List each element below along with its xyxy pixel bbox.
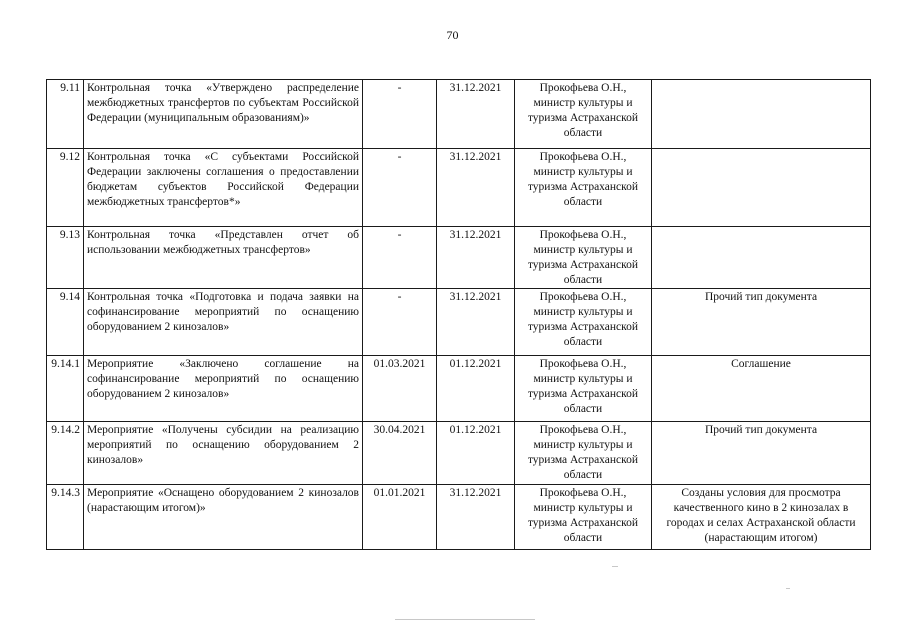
start-date: -: [363, 289, 437, 356]
table-row: [47, 80, 871, 149]
responsible-person: Прокофьева О.Н., министр культуры и туризма Астраханской области: [515, 289, 652, 356]
scan-artifact: [786, 588, 790, 589]
table-row: [47, 422, 871, 485]
end-date: 31.12.2021: [437, 227, 515, 289]
end-date: 31.12.2021: [437, 289, 515, 356]
row-number: 9.14.1: [47, 356, 84, 422]
page-number: 70: [446, 28, 459, 42]
result-document: [652, 80, 871, 149]
item-name: Мероприятие «Заключено соглашение на софинансирование мероприятий по оснащению оборудованием 2 кинозалов»: [84, 356, 363, 422]
responsible-person: Прокофьева О.Н., министр культуры и туризма Астраханской области: [515, 80, 652, 149]
end-date: 31.12.2021: [437, 80, 515, 149]
result-document: Созданы условия для просмотра качественного кино в 2 кинозалах в городах и селах Астраханской области (нарастающим итогом): [652, 485, 871, 550]
row-number: 9.11: [47, 80, 84, 149]
table-row: [47, 289, 871, 356]
row-number: 9.13: [47, 227, 84, 289]
row-number: 9.14: [47, 289, 84, 356]
start-date: 01.01.2021: [363, 485, 437, 550]
item-name: Контрольная точка «С субъектами Российской Федерации заключены соглашения о предоставлении бюджетам субъектов Российской Федерации межбюджетных трансфертов*»: [84, 149, 363, 227]
end-date: 01.12.2021: [437, 422, 515, 485]
scan-artifact: [612, 566, 618, 567]
responsible-person: Прокофьева О.Н., министр культуры и туризма Астраханской области: [515, 227, 652, 289]
item-name: Мероприятие «Оснащено оборудованием 2 кинозалов (нарастающим итогом)»: [84, 485, 363, 550]
result-document: Соглашение: [652, 356, 871, 422]
table-row: [47, 356, 871, 422]
table-row: [47, 485, 871, 550]
start-date: 30.04.2021: [363, 422, 437, 485]
responsible-person: Прокофьева О.Н., министр культуры и туризма Астраханской области: [515, 485, 652, 550]
item-name: Контрольная точка «Подготовка и подача заявки на софинансирование мероприятий по оснащению оборудованием 2 кинозалов»: [84, 289, 363, 356]
start-date: -: [363, 80, 437, 149]
activities-table: [46, 79, 871, 550]
end-date: 31.12.2021: [437, 485, 515, 550]
row-number: 9.14.2: [47, 422, 84, 485]
start-date: 01.03.2021: [363, 356, 437, 422]
result-document: [652, 227, 871, 289]
row-number: 9.12: [47, 149, 84, 227]
end-date: 01.12.2021: [437, 356, 515, 422]
item-name: Контрольная точка «Утверждено распределение межбюджетных трансфертов по субъектам Российской Федерации (муниципальным образованиям)»: [84, 80, 363, 149]
responsible-person: Прокофьева О.Н., министр культуры и туризма Астраханской области: [515, 356, 652, 422]
responsible-person: Прокофьева О.Н., министр культуры и туризма Астраханской области: [515, 149, 652, 227]
item-name: Контрольная точка «Представлен отчет об использовании межбюджетных трансфертов»: [84, 227, 363, 289]
result-document: Прочий тип документа: [652, 422, 871, 485]
result-document: Прочий тип документа: [652, 289, 871, 356]
table-row: [47, 227, 871, 289]
responsible-person: Прокофьева О.Н., министр культуры и туризма Астраханской области: [515, 422, 652, 485]
start-date: -: [363, 149, 437, 227]
end-date: 31.12.2021: [437, 149, 515, 227]
item-name: Мероприятие «Получены субсидии на реализацию мероприятий по оснащению оборудованием 2 кинозалов»: [84, 422, 363, 485]
scan-artifact: [395, 619, 535, 620]
table-row: [47, 149, 871, 227]
row-number: 9.14.3: [47, 485, 84, 550]
start-date: -: [363, 227, 437, 289]
result-document: [652, 149, 871, 227]
